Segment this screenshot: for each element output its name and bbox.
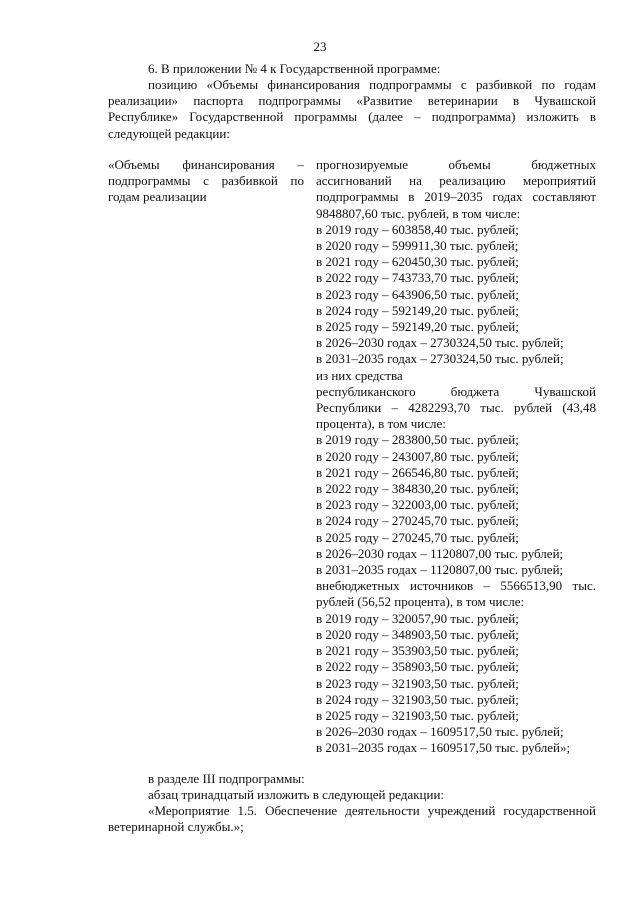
republic-budget-text: республиканского бюджета Чувашской Республики – 4282293,70 тыс. рублей (43,48 процента), в том числе: — [316, 383, 596, 432]
intro-paragraph-2: позицию «Объемы финансирования подпрограммы с разбивкой по годам реализации» паспорта подпрограммы «Развитие ветеринарии в Чувашской Республике» Государственной программы (далее – подпрограмма) изложить в следующей редакции: — [108, 77, 596, 141]
extrabudget-text: внебюджетных источников – 5566513,90 тыс. рублей (56,52 процента), в том числе: — [316, 578, 596, 610]
year-line: в 2021 году – 353903,50 тыс. рублей; — [316, 643, 519, 659]
year-line: в 2019 году – 283800,50 тыс. рублей; — [316, 432, 519, 448]
page-number: 23 — [313, 39, 327, 54]
year-line: в 2031–2035 годах – 1609517,50 тыс. рублей»; — [316, 740, 571, 756]
table-right-cell — [316, 157, 596, 757]
intro-paragraph-1: 6. В приложении № 4 к Государственной программе: — [148, 61, 441, 76]
tail-paragraph-2: абзац тринадцатый изложить в следующей редакции: — [148, 787, 445, 802]
from-them-text: из них средства — [316, 367, 403, 383]
year-line: в 2022 году – 743733,70 тыс. рублей; — [316, 270, 519, 286]
year-line: в 2031–2035 годах – 1120807,00 тыс. рублей; — [316, 562, 564, 578]
year-line: в 2021 году – 266546,80 тыс. рублей; — [316, 464, 519, 480]
year-line: в 2026–2030 годах – 1120807,00 тыс. рублей; — [316, 545, 564, 561]
year-line: в 2031–2035 годах – 2730324,50 тыс. рублей; — [316, 351, 564, 367]
year-line: в 2024 году – 592149,20 тыс. рублей; — [316, 302, 519, 318]
year-line: в 2022 году – 358903,50 тыс. рублей; — [316, 659, 519, 675]
year-line: в 2024 году – 270245,70 тыс. рублей; — [316, 513, 519, 529]
year-line: в 2025 году – 592149,20 тыс. рублей; — [316, 319, 519, 335]
table-left-cell: «Объемы финансирования – подпрограммы с разбивкой по годам реализации — [108, 157, 304, 205]
extrabudget-year-list — [316, 611, 596, 757]
year-line: в 2020 году – 599911,30 тыс. рублей; — [316, 238, 519, 254]
year-line: в 2023 году – 321903,50 тыс. рублей; — [316, 675, 519, 691]
year-line: в 2021 году – 620450,30 тыс. рублей; — [316, 254, 519, 270]
year-line: в 2023 году – 643906,50 тыс. рублей; — [316, 286, 519, 302]
year-line: в 2019 году – 320057,90 тыс. рублей; — [316, 610, 519, 626]
year-line: в 2019 году – 603858,40 тыс. рублей; — [316, 221, 519, 237]
republic-year-list — [316, 432, 596, 578]
year-line: в 2026–2030 годах – 2730324,50 тыс. рублей; — [316, 335, 564, 351]
year-line: в 2025 году – 270245,70 тыс. рублей; — [316, 529, 519, 545]
year-line: в 2020 году – 243007,80 тыс. рублей; — [316, 448, 519, 464]
year-line: в 2024 году – 321903,50 тыс. рублей; — [316, 691, 519, 707]
year-line: в 2026–2030 годах – 1609517,50 тыс. рублей; — [316, 724, 564, 740]
total-year-list — [316, 222, 596, 368]
year-line: в 2020 году – 348903,50 тыс. рублей; — [316, 626, 519, 642]
tail-paragraph-1: в разделе III подпрограммы: — [148, 771, 305, 786]
year-line: в 2022 году – 384830,20 тыс. рублей; — [316, 481, 519, 497]
year-line: в 2023 году – 322003,00 тыс. рублей; — [316, 497, 519, 513]
year-line: в 2025 году – 321903,50 тыс. рублей; — [316, 707, 519, 723]
total-funding-text: прогнозируемые объемы бюджетных ассигнований на реализацию мероприятий подпрограммы в 2019–2035 годах составляют 9848807,60 тыс. рублей, в том числе: — [316, 157, 596, 221]
tail-paragraph-3: «Мероприятие 1.5. Обеспечение деятельности учреждений государственной ветеринарной службы.»; — [108, 803, 596, 835]
